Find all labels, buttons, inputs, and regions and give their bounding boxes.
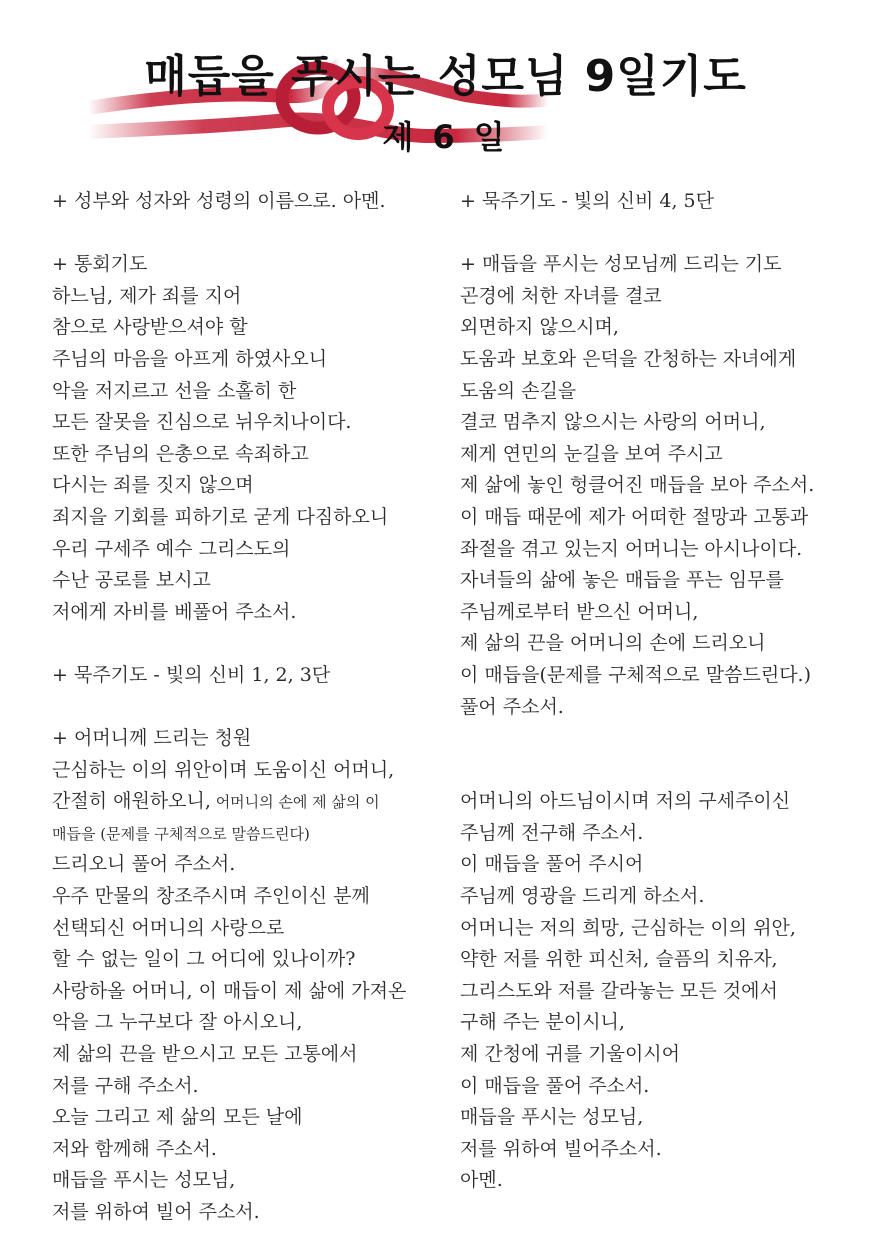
prayer-line-text: 참으로 사랑받으셔야 할	[52, 316, 248, 339]
prayer-line-text: + 묵주기도 - 빛의 신비 4, 5단	[460, 190, 714, 212]
prayer-line	[460, 913, 880, 945]
prayer-line-text: 자녀들의 삶에 놓은 매듭을 푸는 임무를	[460, 569, 784, 592]
right-column	[460, 186, 880, 1197]
prayer-line	[460, 628, 880, 660]
prayer-line-text: 곤경에 처한 자녀를 결코	[460, 284, 662, 307]
blank-line	[460, 218, 880, 250]
blank-line	[52, 218, 452, 250]
prayer-line-text: 악을 그 누구보다 잘 아시오니,	[52, 1011, 303, 1034]
prayer-line-text: 주님께 전구해 주소서.	[460, 821, 644, 844]
prayer-line	[460, 470, 880, 502]
prayer-line-text: 주님께 영광을 드리게 하소서.	[460, 885, 705, 908]
prayer-line	[460, 281, 880, 313]
prayer-line	[52, 881, 452, 913]
prayer-line-note: 어머니의 손에 제 삶의 이	[210, 793, 380, 812]
prayer-line	[460, 849, 880, 881]
prayer-line-text: 저를 위하여 빌어주소서.	[460, 1137, 662, 1160]
prayer-line-text: + 묵주기도 - 빛의 신비 1, 2, 3단	[52, 663, 331, 686]
prayer-line-text: 그리스도와 저를 갈라놓는 모든 것에서	[460, 979, 778, 1002]
prayer-line-text: 이 매듭을(문제를 구체적으로 말씀드린다.)	[460, 663, 812, 686]
prayer-line-text: 할 수 없는 일이 그 어디에 있나이까?	[52, 948, 356, 971]
prayer-line-text: 매듭을 푸시는 성모님,	[460, 1106, 644, 1129]
prayer-line	[460, 818, 880, 850]
prayer-line-text: 저에게 자비를 베풀어 주소서.	[52, 600, 297, 623]
prayer-line-text: 풀어 주소서.	[460, 695, 564, 718]
prayer-line	[460, 597, 880, 629]
prayer-line-text: 드리오니 풀어 주소서.	[52, 853, 236, 876]
prayer-line-text: 도움과 보호와 은덕을 간청하는 자녀에게	[460, 347, 797, 370]
prayer-line	[52, 312, 452, 344]
left-column	[52, 186, 452, 1229]
prayer-line	[52, 1134, 452, 1166]
prayer-line	[52, 186, 452, 218]
prayer-line-text: 다시는 죄를 짓지 않으며	[52, 474, 254, 497]
prayer-line-text: 또한 주님의 은총으로 속죄하고	[52, 442, 309, 465]
prayer-line	[52, 1071, 452, 1103]
prayer-line	[52, 660, 452, 692]
prayer-line-text: 사랑하올 어머니, 이 매듭이 제 삶에 가져온	[52, 979, 407, 1002]
prayer-line	[52, 1165, 452, 1197]
prayer-line-text: 어머니의 아드님이시며 저의 구세주이신	[460, 790, 791, 813]
blank-line	[460, 723, 880, 755]
prayer-line	[460, 1165, 880, 1197]
prayer-line-text: 악을 저지르고 선을 소홀히 한	[52, 379, 297, 402]
prayer-line-text: 이 매듭을 풀어 주소서.	[460, 1074, 650, 1097]
prayer-line-text: 제게 연민의 눈길을 보여 주시고	[460, 442, 723, 465]
prayer-line	[52, 502, 452, 534]
prayer-line	[52, 786, 452, 818]
prayer-line	[460, 976, 880, 1008]
prayer-line-text: 매듭을 (문제를 구체적으로 말씀드린다)	[52, 824, 310, 843]
prayer-line	[460, 565, 880, 597]
prayer-line	[460, 1134, 880, 1166]
day-subtitle: 제 6 일	[382, 118, 509, 156]
prayer-line-text: 아멘.	[460, 1169, 503, 1192]
prayer-line-text: 좌절을 겪고 있는지 어머니는 아시나이다.	[460, 537, 803, 560]
prayer-line-text: 제 삶의 끈을 받으시고 모든 고통에서	[52, 1043, 358, 1066]
prayer-line-text: + 매듭을 푸시는 성모님께 드리는 기도	[460, 253, 782, 276]
prayer-line	[52, 755, 452, 787]
prayer-line	[460, 502, 880, 534]
prayer-line-text: 오늘 그리고 제 삶의 모든 날에	[52, 1106, 303, 1129]
prayer-line	[460, 786, 880, 818]
prayer-line-text: 저를 위하여 빌어 주소서.	[52, 1201, 260, 1223]
prayer-line-text: 약한 저를 위한 피신처, 슬픔의 치유자,	[460, 948, 778, 971]
prayer-line-text: 주님의 마음을 아프게 하였사오니	[52, 347, 328, 370]
prayer-line-text: 외면하지 않으시며,	[460, 316, 619, 339]
prayer-line-text: 제 삶에 놓인 헝클어진 매듭을 보아 주소서.	[460, 474, 815, 497]
prayer-line-text: 저와 함께해 주소서.	[52, 1137, 217, 1160]
prayer-line-text: 제 간청에 귀를 기울이시어	[460, 1043, 681, 1066]
blank-line	[52, 628, 452, 660]
prayer-line	[52, 407, 452, 439]
prayer-line	[52, 1007, 452, 1039]
prayer-line	[52, 470, 452, 502]
prayer-line-text: 수난 공로를 보시고	[52, 569, 211, 592]
prayer-line-text: 모든 잘못을 진심으로 뉘우치나이다.	[52, 411, 352, 434]
prayer-line	[52, 439, 452, 471]
prayer-line-text: 구해 주는 분이시니,	[460, 1011, 625, 1034]
prayer-line	[52, 818, 452, 850]
prayer-line-text: 저를 구해 주소서.	[52, 1074, 199, 1097]
prayer-line	[460, 534, 880, 566]
prayer-line	[460, 944, 880, 976]
prayer-line	[460, 881, 880, 913]
prayer-line-text: 우리 구세주 예수 그리스도의	[52, 537, 291, 560]
prayer-line	[52, 565, 452, 597]
prayer-line	[460, 1102, 880, 1134]
prayer-line	[52, 944, 452, 976]
prayer-line	[460, 312, 880, 344]
prayer-line	[52, 723, 452, 755]
prayer-line	[52, 281, 452, 313]
prayer-line	[52, 1197, 452, 1229]
prayer-line-text: 제 삶의 끈을 어머니의 손에 드리오니	[460, 632, 766, 655]
page-title: 매듭을 푸시는 성모님 9일기도	[144, 51, 747, 102]
prayer-line-text: 죄지을 기회를 피하기로 굳게 다짐하오니	[52, 505, 389, 528]
prayer-line-text: 결코 멈추지 않으시는 사랑의 어머니,	[460, 411, 766, 434]
header	[0, 0, 891, 180]
prayer-line	[460, 249, 880, 281]
prayer-line-text: 도움의 손길을	[460, 379, 577, 402]
prayer-line-text: + 통회기도	[52, 253, 148, 276]
prayer-line	[52, 376, 452, 408]
prayer-line	[460, 1039, 880, 1071]
prayer-line	[460, 1007, 880, 1039]
prayer-line-text: 매듭을 푸시는 성모님,	[52, 1169, 236, 1192]
blank-line	[460, 755, 880, 787]
prayer-line	[52, 1102, 452, 1134]
prayer-line	[52, 249, 452, 281]
prayer-line-text: 우주 만물의 창조주시며 주인이신 분께	[52, 885, 370, 908]
prayer-line	[460, 186, 880, 218]
prayer-line	[52, 1039, 452, 1071]
prayer-line-text: + 어머니께 드리는 청원	[52, 727, 252, 750]
prayer-line	[52, 913, 452, 945]
prayer-line-text: 하느님, 제가 죄를 지어	[52, 284, 242, 307]
prayer-line-text: 주님께로부터 받으신 어머니,	[460, 600, 699, 623]
prayer-line	[460, 660, 880, 692]
prayer-line-text: + 성부와 성자와 성령의 이름으로. 아멘.	[52, 190, 386, 212]
prayer-line	[52, 597, 452, 629]
prayer-line	[52, 976, 452, 1008]
prayer-line	[460, 407, 880, 439]
prayer-line-text: 간절히 애원하오니,	[52, 790, 211, 813]
prayer-line-text: 이 매듭을 풀어 주시어	[460, 853, 644, 876]
prayer-line	[460, 344, 880, 376]
prayer-line	[460, 1071, 880, 1103]
prayer-line-text: 선택되신 어머니의 사랑으로	[52, 916, 285, 939]
prayer-line	[460, 692, 880, 724]
prayer-line	[460, 376, 880, 408]
prayer-line	[52, 849, 452, 881]
prayer-line	[460, 439, 880, 471]
prayer-line	[52, 534, 452, 566]
prayer-line-text: 어머니는 저의 희망, 근심하는 이의 위안,	[460, 916, 796, 939]
prayer-line	[52, 344, 452, 376]
prayer-line-text: 근심하는 이의 위안이며 도움이신 어머니,	[52, 758, 395, 781]
prayer-line-text: 이 매듭 때문에 제가 어떠한 절망과 고통과	[460, 505, 809, 528]
blank-line	[52, 692, 452, 724]
